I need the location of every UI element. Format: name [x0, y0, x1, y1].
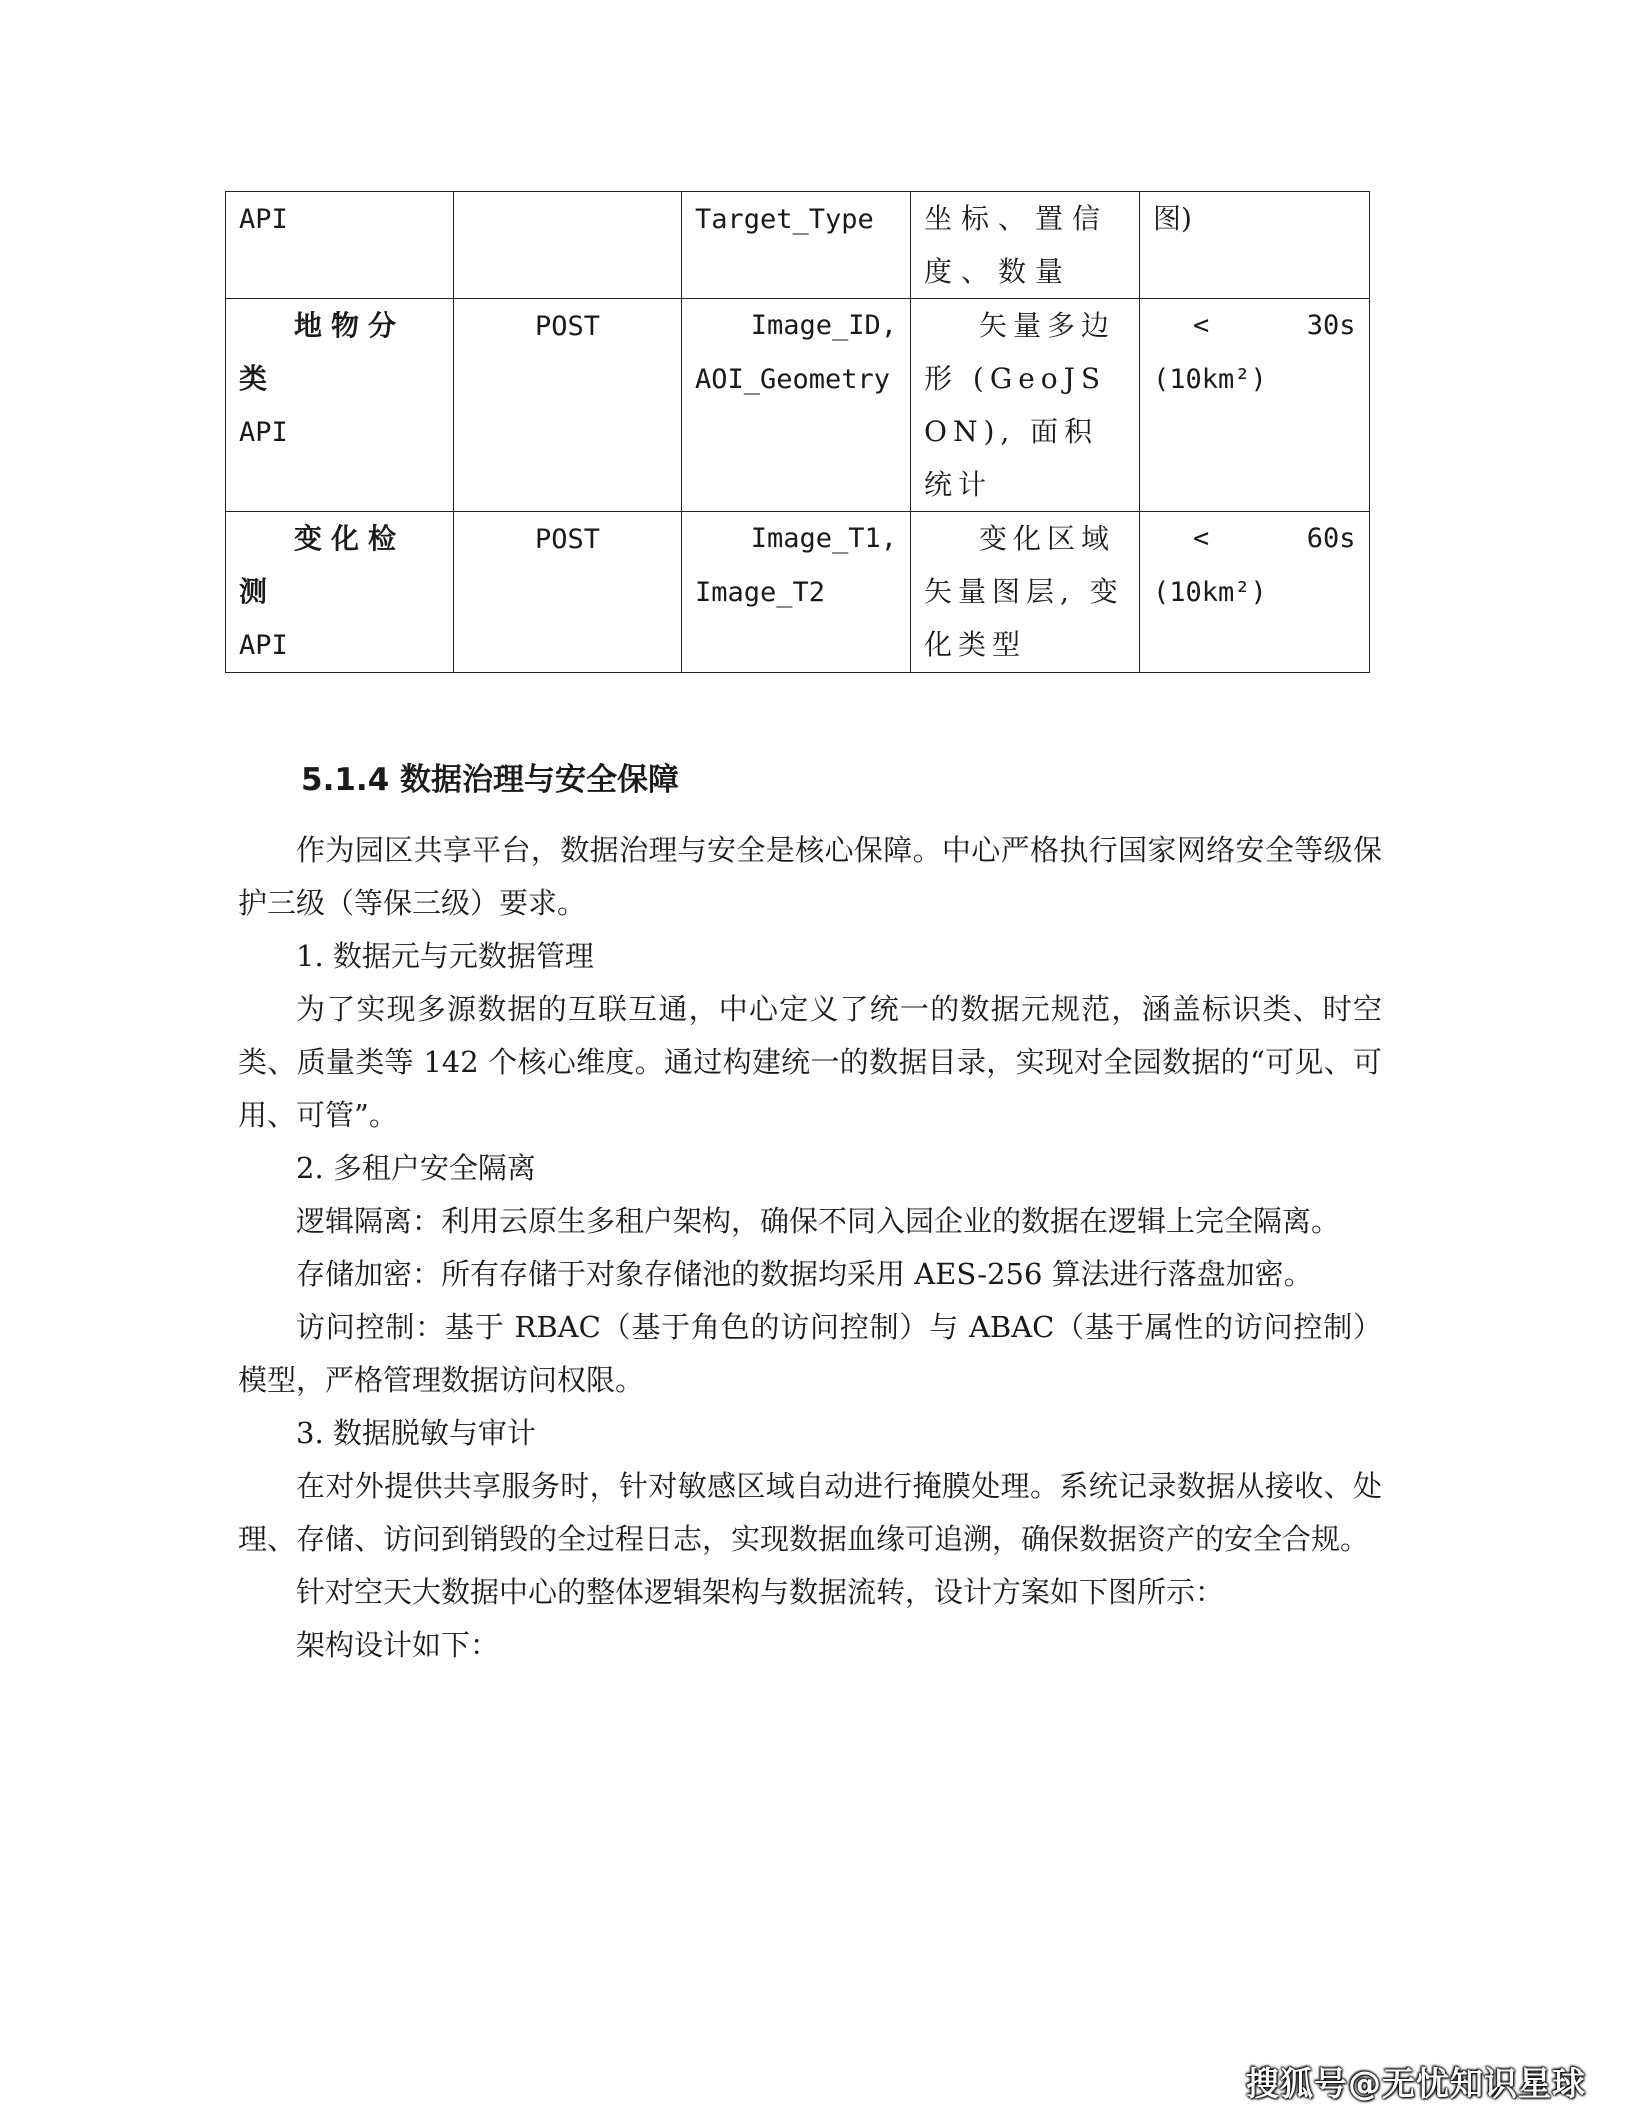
api-table: [225, 191, 1370, 673]
section-heading: 5.1.4 数据治理与安全保障: [301, 762, 680, 798]
output-cell: [911, 192, 1140, 299]
input-cell: [682, 512, 911, 673]
output-text: 变化区域矢量图层, 变化类型: [924, 522, 1124, 661]
paragraph: 存储加密：所有存储于对象存储池的数据均采用 AES-256 算法进行落盘加密。: [296, 1257, 1313, 1291]
paragraph: 作为园区共享平台，数据治理与安全是核心保障。中心严格执行国家网络安全等级保护三级（等保三级）要求。: [238, 833, 1382, 920]
table-row: [226, 512, 1370, 673]
method-text: POST: [534, 524, 601, 555]
latency-cell: [1140, 512, 1370, 673]
paragraph: 访问控制：基于 RBAC（基于角色的访问控制）与 ABAC（基于属性的访问控制）模型，严格管理数据访问权限。: [238, 1310, 1382, 1397]
latency-cell: [1140, 299, 1370, 512]
api-name-cell: [226, 512, 454, 673]
input-param-text: Image_ID,: [750, 310, 897, 341]
latency-cell: [1140, 192, 1370, 299]
output-cell: [911, 512, 1140, 673]
method-cell: [454, 512, 682, 673]
input-param-text: Image_T1,: [750, 523, 897, 554]
api-name-text: 变化检测: [239, 522, 406, 608]
paragraph: 针对空天大数据中心的整体逻辑架构与数据流转，设计方案如下图所示：: [296, 1575, 1225, 1609]
body-text: [238, 824, 1382, 1672]
method-text: POST: [534, 311, 601, 342]
api-name-cell: [226, 299, 454, 512]
latency-note: (10km²): [1153, 364, 1267, 395]
subheading: 1. 数据元与元数据管理: [296, 939, 594, 973]
paragraph: 逻辑隔离：利用云原生多租户架构，确保不同入园企业的数据在逻辑上完全隔离。: [296, 1204, 1341, 1238]
input-cell: [682, 192, 911, 299]
method-cell: [454, 192, 682, 299]
input-param-text: AOI_Geometry: [695, 364, 891, 395]
input-param-text: Target_Type: [695, 204, 874, 235]
latency-text: < 30s: [1193, 310, 1356, 341]
table-row: [226, 299, 1370, 512]
paragraph: 在对外提供共享服务时，针对敏感区域自动进行掩膜处理。系统记录数据从接收、处理、存储、访问到销毁的全过程日志，实现数据血缘可追溯，确保数据资产的安全合规。: [238, 1469, 1382, 1556]
output-text: 矢量多边形 (GeoJSON), 面积统计: [924, 309, 1116, 501]
latency-text: < 60s: [1193, 523, 1356, 554]
subheading: 3. 数据脱敏与审计: [296, 1416, 536, 1450]
input-cell: [682, 299, 911, 512]
output-cell: [911, 299, 1140, 512]
latency-text: 图): [1153, 202, 1192, 235]
paragraph: 架构设计如下：: [296, 1628, 500, 1662]
api-name-text: API: [239, 204, 288, 235]
api-name-text: 地物分类: [239, 309, 406, 395]
input-param-text: Image_T2: [695, 577, 826, 608]
method-cell: [454, 299, 682, 512]
api-name-cell: [226, 192, 454, 299]
output-text: 坐标、置信度、数量: [924, 202, 1110, 288]
latency-note: (10km²): [1153, 577, 1267, 608]
watermark: 搜狐号@无忧知识星球: [1246, 2064, 1586, 2103]
subheading: 2. 多租户安全隔离: [296, 1151, 536, 1185]
table-row: [226, 192, 1370, 299]
paragraph: 为了实现多源数据的互联互通，中心定义了统一的数据元规范，涵盖标识类、时空类、质量类等 142 个核心维度。通过构建统一的数据目录，实现对全园数据的“可见、可用、可管”。: [238, 992, 1382, 1132]
api-name-suffix: API: [239, 630, 288, 661]
api-name-suffix: API: [239, 417, 288, 448]
